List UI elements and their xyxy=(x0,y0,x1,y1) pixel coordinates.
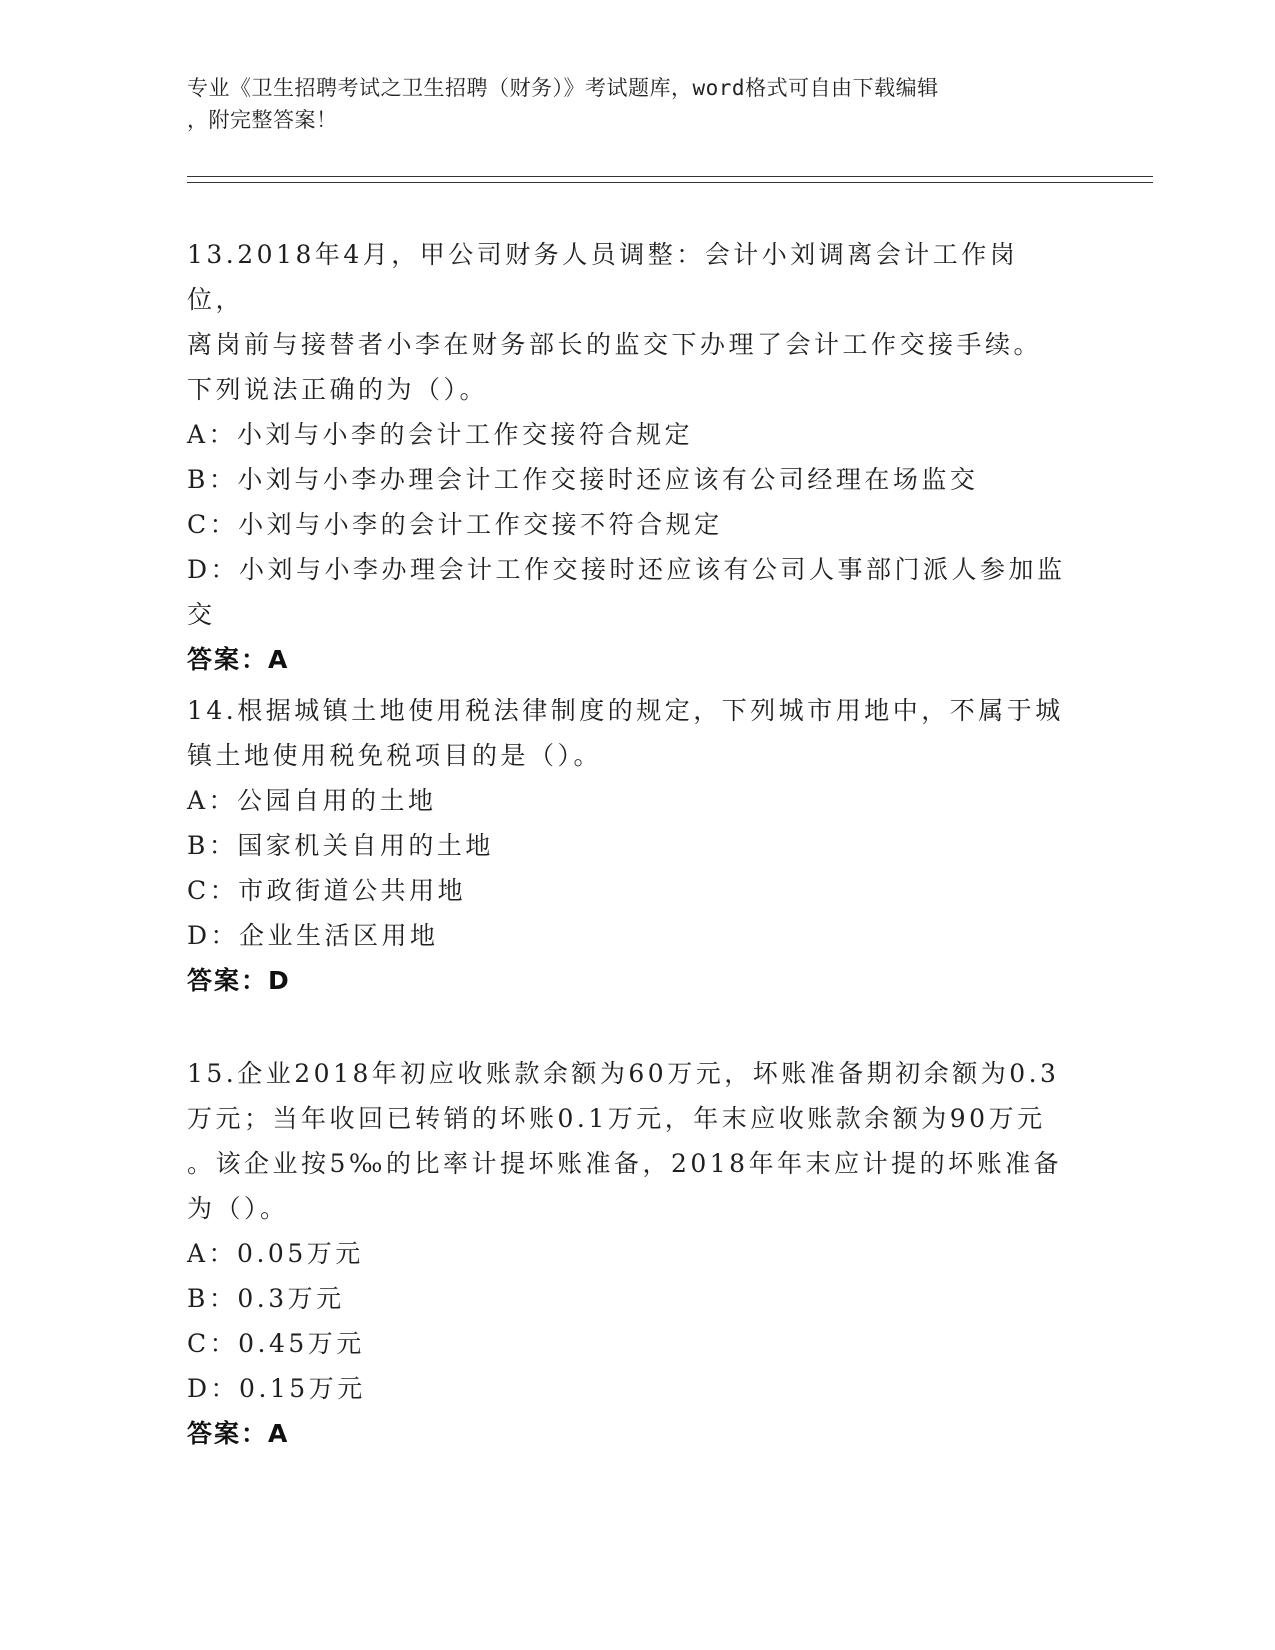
answer-label: 答案：D xyxy=(187,966,291,995)
question-13 xyxy=(187,232,1067,682)
header-line-2: ，附完整答案！ xyxy=(187,108,338,132)
header-divider-bottom xyxy=(187,182,1153,183)
page-header xyxy=(187,72,1067,136)
option-c: C：0.45万元 xyxy=(187,1329,365,1358)
option-b: B：0.3万元 xyxy=(187,1284,345,1313)
answer-label: 答案：A xyxy=(187,645,290,674)
question-15 xyxy=(187,1051,1067,1456)
question-stem-line: 13.2018年4月，甲公司财务人员调整：会计小刘调离会计工作岗位， xyxy=(187,240,1019,314)
option-b: B：国家机关自用的土地 xyxy=(187,831,494,860)
option-d-continued: 交 xyxy=(187,600,216,629)
option-d: D：0.15万元 xyxy=(187,1374,366,1403)
option-d: D：小刘与小李办理会计工作交接时还应该有公司人事部门派人参加监 xyxy=(187,555,1066,584)
question-14 xyxy=(187,688,1067,1003)
question-stem-line: 。该企业按5‰的比率计提坏账准备，2018年年末应计提的坏账准备 xyxy=(187,1149,1063,1178)
question-stem-line: 为（）。 xyxy=(187,1194,289,1223)
option-a: A：小刘与小李的会计工作交接符合规定 xyxy=(187,420,694,449)
question-stem-line: 下列说法正确的为（）。 xyxy=(187,375,489,404)
option-c: C：市政街道公共用地 xyxy=(187,876,467,905)
option-d: D：企业生活区用地 xyxy=(187,921,439,950)
header-line-1: 专业《卫生招聘考试之卫生招聘（财务）》考试题库，word格式可自由下载编辑 xyxy=(187,76,939,100)
question-stem-line: 15.企业2018年初应收账款余额为60万元，坏账准备期初余额为0.3 xyxy=(187,1059,1060,1088)
question-stem-line: 镇土地使用税免税项目的是（）。 xyxy=(187,741,603,770)
option-a: A：0.05万元 xyxy=(187,1239,364,1268)
header-divider-top xyxy=(187,176,1153,177)
question-stem-line: 离岗前与接替者小李在财务部长的监交下办理了会计工作交接手续。 xyxy=(187,330,1043,359)
answer-label: 答案：A xyxy=(187,1419,290,1448)
option-b: B：小刘与小李办理会计工作交接时还应该有公司经理在场监交 xyxy=(187,465,979,494)
question-stem-line: 14.根据城镇土地使用税法律制度的规定，下列城市用地中，不属于城 xyxy=(187,696,1064,725)
option-a: A：公园自用的土地 xyxy=(187,786,437,815)
option-c: C：小刘与小李的会计工作交接不符合规定 xyxy=(187,510,723,539)
question-stem-line: 万元；当年收回已转销的坏账0.1万元，年末应收账款余额为90万元 xyxy=(187,1104,1046,1133)
